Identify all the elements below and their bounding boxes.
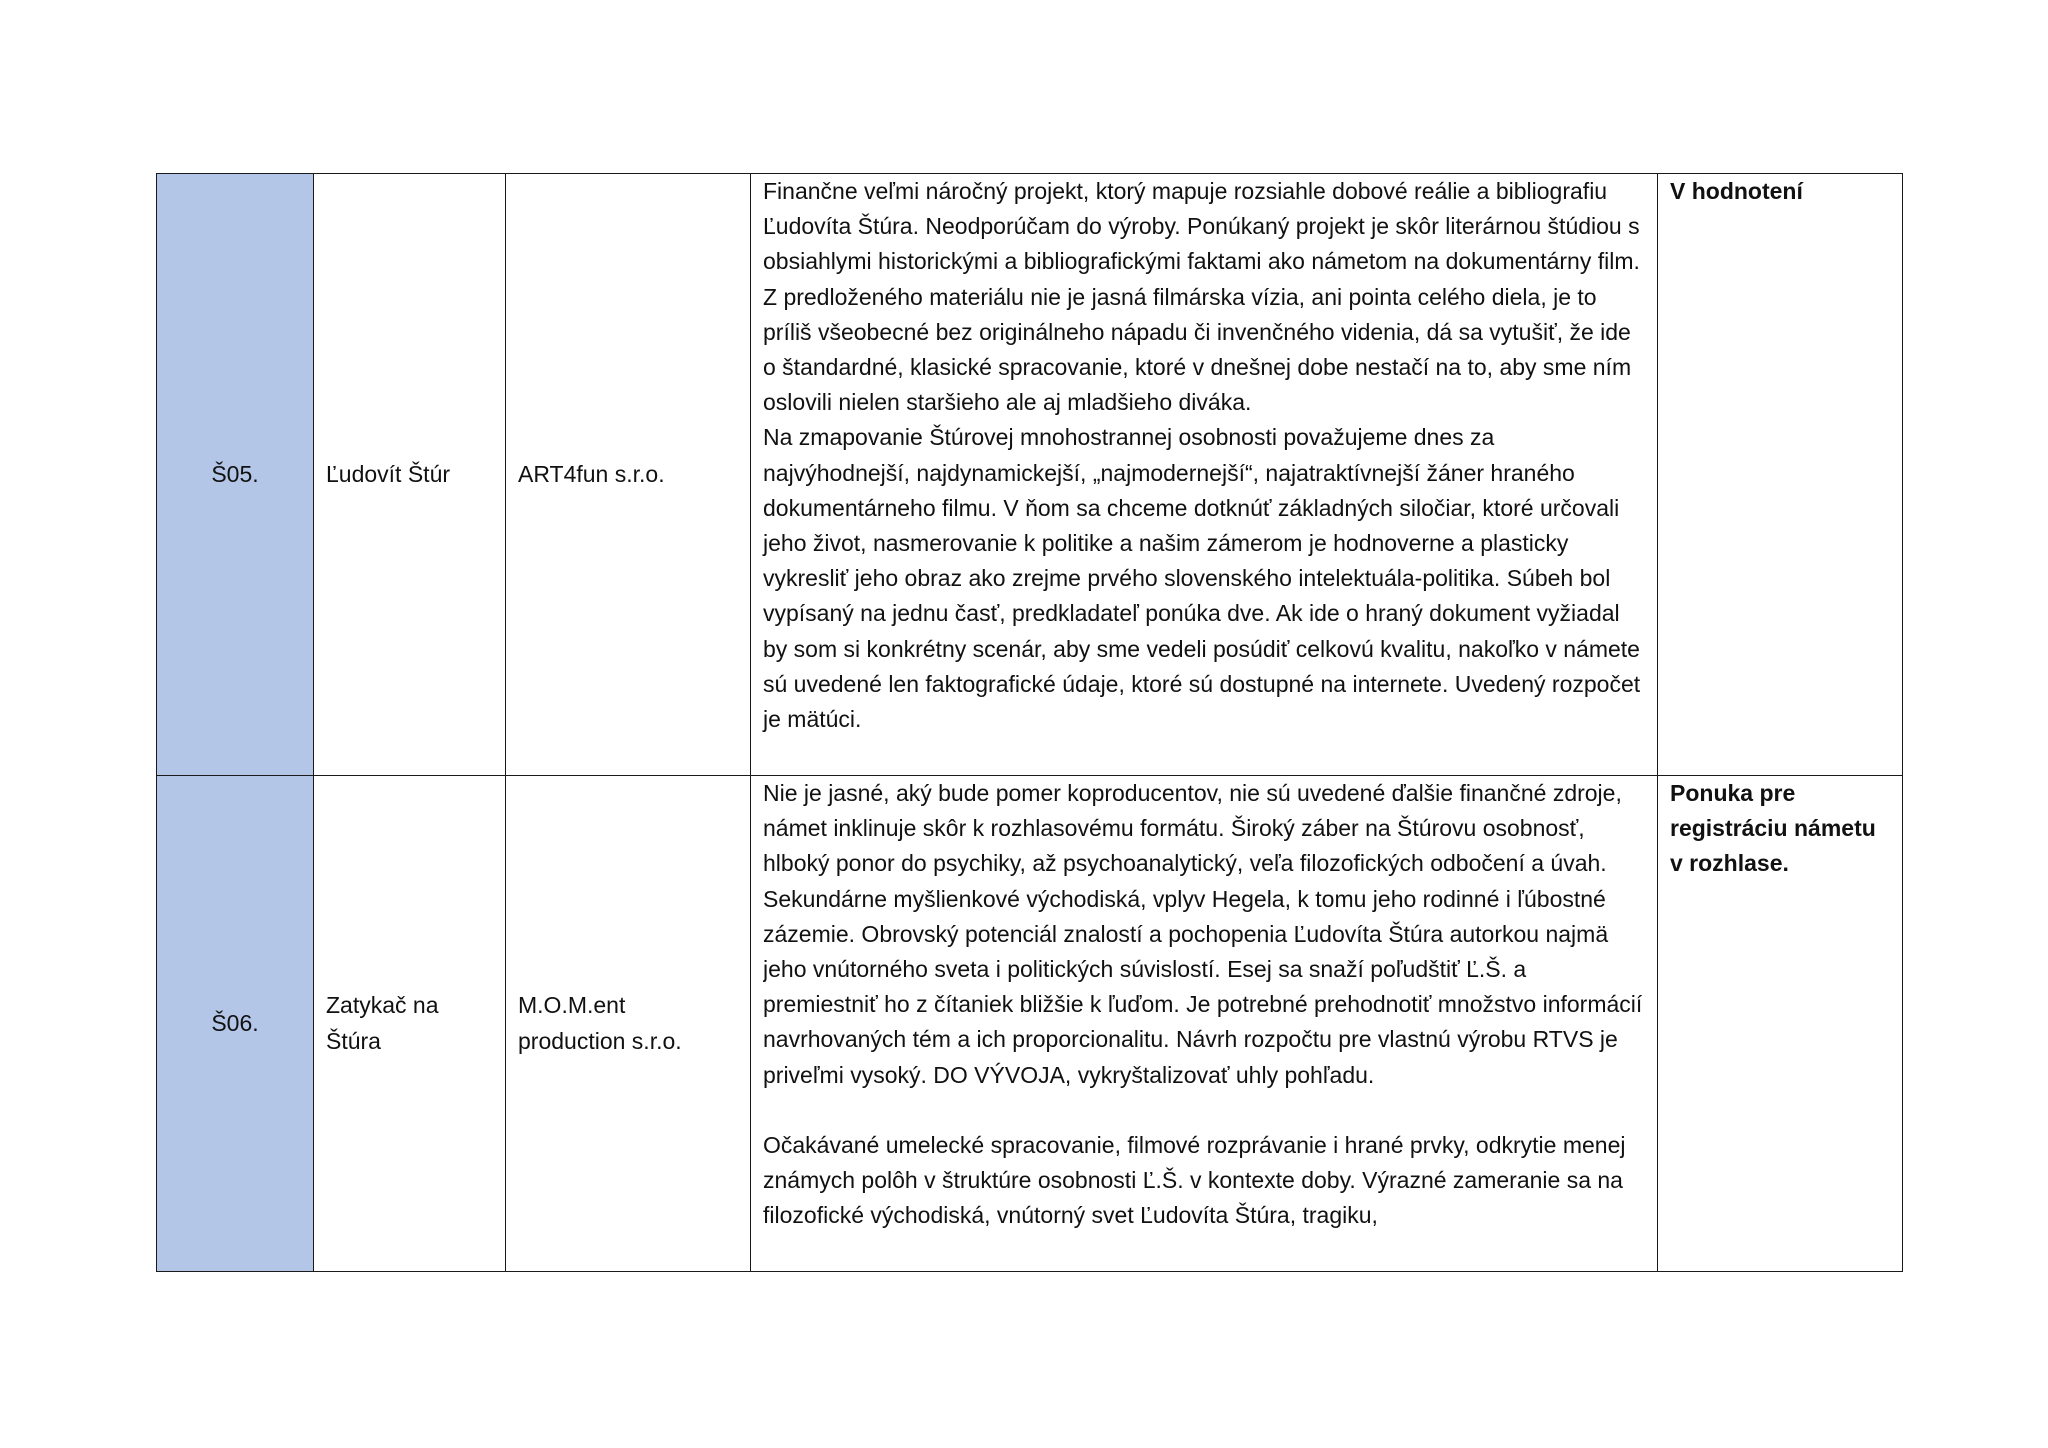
result-cell [1658,776,1903,1272]
comment-paragraph: Finančne veľmi náročný projekt, ktorý mapuje rozsiahle dobové reálie a bibliografiu Ľudovíta Štúra. Neodporúčam do výroby. Ponúkaný projekt je skôr literárnou štúdiou s obsiahlymi historickými a bibliografickými faktami ako námetom na dokumentárny film. Z predloženého materiálu nie je jasná filmárska vízia, ani pointa celého diela, je to príliš všeobecné bez originálneho nápadu či invenčného videnia, dá sa vytušiť, že ide o štandardné, klasické spracovanie, ktoré v dnešnej dobe nestačí na to, aby sme ním oslovili nielen staršieho ale aj mladšieho diváka. [763,178,1640,416]
comment-clip [763,776,1645,1269]
comment-paragraph: Nie je jasné, aký bude pomer koproducentov, nie sú uvedené ďalšie finančné zdroje, námet inklinuje skôr k rozhlasovému formátu. Široký záber na Štúrovu osobnosť, hlboký ponor do psychiky, až psychoanalytický, veľa filozofických odbočení a úvah. Sekundárne myšlienkové východiská, vplyv Hegela, k tomu jeho rodinné i ľúbostné zázemie. Obrovský potenciál znalostí a pochopenia Ľudovíta Štúra autorkou najmä jeho vnútorného sveta i politických súvislostí. Esej sa snaží poľudštiť Ľ.Š. a premiestniť ho z čítaniek bližšie k ľuďom. Je potrebné prehodnotiť množstvo informácií navrhovaných tém a ich proporcionalitu. Návrh rozpočtu pre vlastnú výrobu RTVS je priveľmi vysoký. DO VÝVOJA, vykryštalizovať uhly pohľadu. [763,780,1643,1088]
project-title: Zatykač na Štúra [326,992,439,1054]
result-status: Ponuka pre registráciu námetu v rozhlase. [1670,780,1876,877]
company-name: ART4fun s.r.o. [518,460,665,487]
result-status: V hodnotení [1670,178,1803,204]
project-id: Š05. [211,460,259,487]
project-id-cell [157,776,314,1272]
company-name: M.O.M.ent production s.r.o. [518,992,682,1054]
company-cell [506,776,751,1272]
comment-paragraph: Očakávané umelecké spracovanie, filmové rozprávanie i hrané prvky, odkrytie menej známych polôh v štruktúre osobnosti Ľ.Š. v kontexte doby. Výrazné zameranie sa na filozofické východiská, vnútorný svet Ľudovíta Štúra, tragiku, [763,1132,1626,1229]
table-row [157,174,1903,776]
comment-paragraph: Na zmapovanie Štúrovej mnohostrannej osobnosti považujeme dnes za najvýhodnejší, najdynamickejší, „najmodernejší“, najatraktívnejší žáner hraného dokumentárneho filmu. V ňom sa chceme dotknúť základných siločiar, ktoré určovali jeho život, nasmerovanie k politike a našim zámerom je hodnoverne a plasticky vykresliť jeho obraz ako zrejme prvého slovenského intelektuála-politika. Súbeh bol vypísaný na jednu časť, predkladateľ ponúka dve. Ak ide o hraný dokument vyžiadal by som si konkrétny scenár, aby sme vedeli posúdiť celkovú kvalitu, nakoľko v námete sú uvedené len faktografické údaje, ktoré sú dostupné na internete. Uvedený rozpočet je mätúci. [763,424,1641,733]
evaluation-table [156,173,1903,1272]
project-title-cell [314,776,506,1272]
table-row [157,776,1903,1272]
project-id-cell [157,174,314,776]
project-title-cell [314,174,506,776]
project-title: Ľudovít Štúr [326,460,451,487]
result-cell [1658,174,1903,776]
comment-cell [751,174,1658,776]
company-cell [506,174,751,776]
comment-cell [751,776,1658,1272]
project-id: Š06. [211,1009,259,1036]
